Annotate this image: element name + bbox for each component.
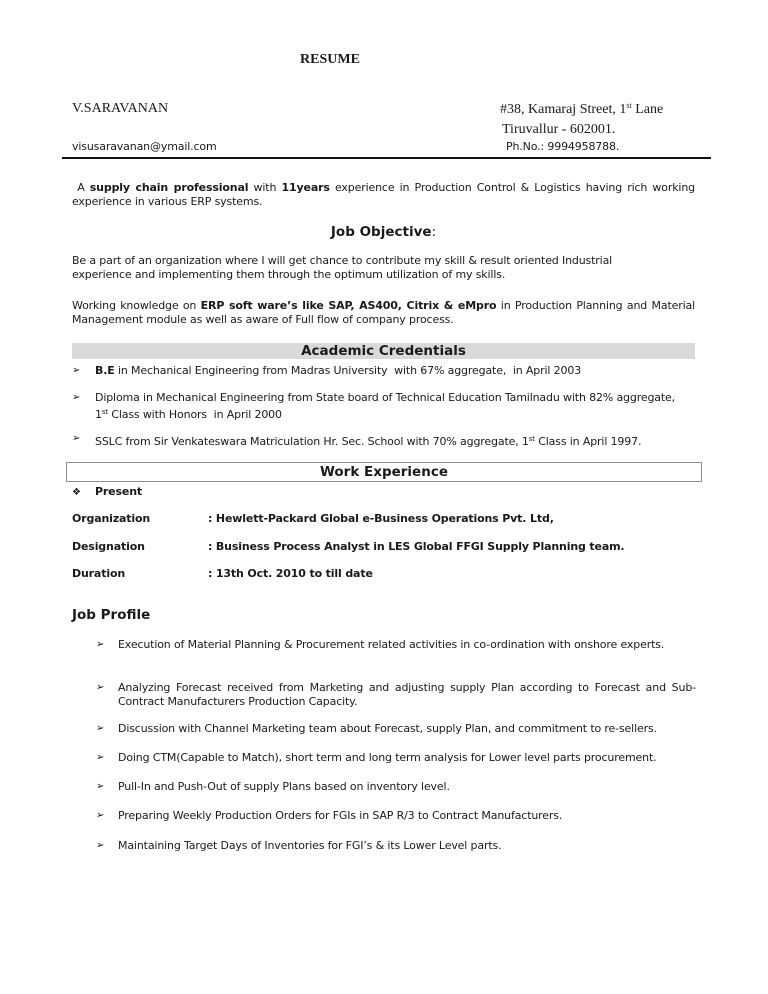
summary-bold-years: 11years	[281, 181, 330, 194]
degree-details: in Mechanical Engineering from Madras University with 67% aggregate, in April 2003	[114, 364, 582, 377]
professional-summary	[72, 181, 695, 209]
academic-item	[72, 391, 702, 422]
address-line-1-start: #38, Kamaraj Street, 1	[500, 102, 627, 117]
job-profile-item	[96, 638, 696, 652]
academic-item-text	[95, 364, 702, 378]
arrow-bullet-icon: ➢	[96, 781, 105, 792]
address-line-1	[500, 101, 663, 118]
summary-rest: experience in Production Control & Logistics having rich working experience in various ERP systems.	[72, 181, 695, 208]
sslc-details: SSLC from Sir Venkateswara Matriculation Hr. Sec. School with 70% aggregate, 1	[95, 435, 529, 448]
address-line-1-end: Lane	[631, 102, 664, 117]
arrow-bullet-icon: ➢	[96, 723, 105, 734]
academic-item-text	[95, 432, 702, 449]
designation-value: : Business Process Analyst in LES Global FFGI Supply Planning team.	[208, 540, 625, 553]
summary-bold-role: supply chain professional	[89, 181, 249, 194]
designation-label: Designation	[72, 540, 145, 553]
erp-bold: ERP soft ware’s like SAP, AS400, Citrix & eMpro	[200, 299, 497, 312]
job-profile-item	[96, 839, 696, 853]
address-line-2: Tiruvallur - 602001.	[502, 122, 616, 137]
job-profile-item-text: Maintaining Target Days of Inventories for FGI’s & its Lower Level parts.	[118, 839, 502, 852]
academic-item-text	[95, 391, 675, 422]
job-profile-item-text: Analyzing Forecast received from Marketing and adjusting supply Plan according to Forecast and Sub-Contract Manufacturers Production Capacity.	[118, 681, 696, 708]
arrow-bullet-icon: ➢	[96, 682, 105, 693]
job-objective-heading	[72, 224, 695, 240]
candidate-name: V.SARAVANAN	[72, 101, 169, 116]
arrow-bullet-icon: ➢	[72, 392, 81, 403]
ordinal: st	[528, 435, 535, 443]
arrow-bullet-icon: ➢	[96, 639, 105, 650]
academic-item	[72, 364, 702, 378]
job-profile-item-text: Pull-In and Push-Out of supply Plans based on inventory level.	[118, 780, 450, 793]
header-divider	[62, 157, 711, 159]
erp-knowledge-paragraph	[72, 299, 695, 327]
present-label: Present	[95, 485, 142, 498]
job-profile-item	[96, 780, 696, 794]
erp-rest: in Production Planning and Material Management module as well as aware of Full flow of company process.	[72, 299, 696, 326]
job-profile-item	[96, 681, 696, 709]
arrow-bullet-icon: ➢	[72, 433, 81, 444]
job-profile-item	[96, 722, 696, 736]
summary-prefix: A	[72, 181, 90, 194]
academic-item	[72, 432, 702, 449]
phone-number: Ph.No.: 9994958788.	[506, 140, 620, 153]
job-objective-title: Job Objective	[330, 224, 432, 240]
arrow-bullet-icon: ➢	[72, 365, 81, 376]
diamond-bullet-icon: ❖	[72, 487, 81, 498]
present-employment	[72, 485, 142, 498]
resume-title: RESUME	[300, 52, 360, 67]
organization-label: Organization	[72, 512, 151, 525]
degree-name: B.E	[95, 364, 115, 377]
email-address: visusaravanan@ymail.com	[72, 140, 217, 153]
objective-paragraph: Be a part of an organization where I will get chance to contribute my skill & result oriented Industrial experience and implementing them through the optimum utilization of my skills.	[72, 254, 613, 281]
arrow-bullet-icon: ➢	[96, 840, 105, 851]
arrow-bullet-icon: ➢	[96, 752, 105, 763]
duration-value: : 13th Oct. 2010 to till date	[208, 567, 373, 580]
job-profile-item	[96, 751, 696, 765]
ordinal: st	[101, 408, 108, 416]
sslc-class: Class in April 1997.	[534, 435, 642, 448]
organization-value: : Hewlett-Packard Global e-Business Operations Pvt. Ltd,	[208, 512, 554, 525]
job-profile-item-text: Discussion with Channel Marketing team about Forecast, supply Plan, and commitment to re-sellers.	[118, 722, 657, 735]
arrow-bullet-icon: ➢	[96, 810, 105, 821]
address-ordinal: st	[626, 101, 632, 110]
job-profile-item-text: Doing CTM(Capable to Match), short term and long term analysis for Lower level parts procurement.	[118, 751, 657, 764]
diploma-class: Class with Honors in April 2000	[107, 408, 282, 421]
job-profile-item	[96, 809, 696, 823]
job-profile-item-text: Preparing Weekly Production Orders for FGIs in SAP R/3 to Contract Manufacturers.	[118, 809, 563, 822]
job-profile-heading: Job Profile	[72, 607, 151, 623]
diploma-details: Diploma in Mechanical Engineering from State board of Technical Education Tamilnadu with 82% aggregate, 1	[95, 391, 676, 421]
summary-with: with	[248, 181, 282, 194]
erp-prefix: Working knowledge on	[72, 299, 201, 312]
duration-label: Duration	[72, 567, 126, 580]
academic-credentials-heading: Academic Credentials	[72, 343, 695, 359]
work-experience-heading: Work Experience	[66, 462, 702, 482]
job-objective-colon: :	[431, 224, 437, 240]
job-profile-item-text: Execution of Material Planning & Procurement related activities in co-ordination with onshore experts.	[118, 638, 665, 651]
